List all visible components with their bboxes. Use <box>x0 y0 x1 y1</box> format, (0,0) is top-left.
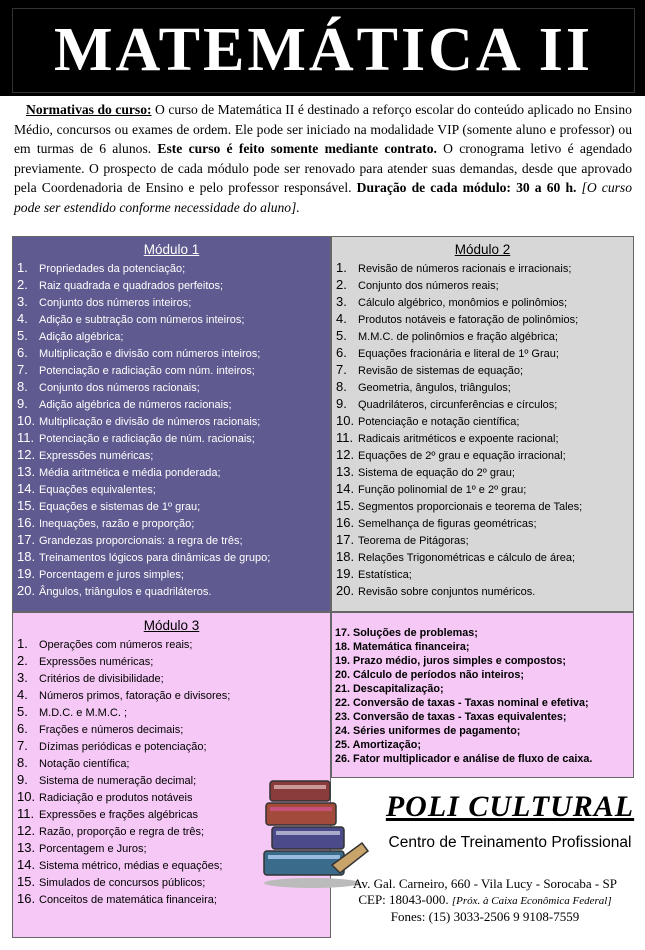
list-item <box>336 327 633 344</box>
list-item <box>335 724 633 738</box>
item-text: M.M.C. de polinômios e fração algébrica; <box>358 331 558 343</box>
modulo-1-list <box>13 259 330 599</box>
item-text: Porcentagem e Juros; <box>39 843 147 855</box>
item-number: 6. <box>336 345 347 360</box>
list-item <box>336 412 633 429</box>
item-text: Geometria, ângulos, triângulos; <box>358 382 511 394</box>
list-item <box>335 682 633 696</box>
item-text: Expressões e frações algébricas <box>39 809 198 821</box>
brand-name: POLI CULTURAL <box>385 790 635 823</box>
list-item <box>335 626 633 640</box>
item-text: M.D.C. e M.M.C. ; <box>39 707 127 719</box>
item-text: Expressões numéricas; <box>39 656 154 668</box>
item-text: Multiplicação e divisão de números racionais; <box>39 416 261 428</box>
item-text: Porcentagem e juros simples; <box>39 569 184 581</box>
list-item <box>17 686 330 703</box>
title-frame <box>12 8 635 93</box>
list-item <box>336 446 633 463</box>
item-text: Potenciação e radiciação com núm. inteiros; <box>39 365 255 377</box>
item-text: Conjunto dos números reais; <box>358 280 499 292</box>
item-number: 7. <box>17 738 28 753</box>
item-number: 8. <box>17 379 28 394</box>
list-item <box>17 344 330 361</box>
list-item <box>336 310 633 327</box>
item-number: 6. <box>17 721 28 736</box>
item-text: Equações de 2º grau e equação irracional; <box>358 450 566 462</box>
list-item <box>336 395 633 412</box>
list-item <box>335 738 633 752</box>
item-text: 21. Descapitalização; <box>335 683 444 695</box>
item-text: 26. Fator multiplicador e análise de fluxo de caixa. <box>335 753 593 765</box>
item-text: Produtos notáveis e fatoração de polinômios; <box>358 314 579 326</box>
list-item <box>335 710 633 724</box>
item-text: Revisão de sistemas de equação; <box>358 365 524 377</box>
modulo-2-list <box>332 259 633 599</box>
item-number: 11. <box>17 806 35 821</box>
item-number: 12. <box>336 447 355 462</box>
item-text: Potenciação e notação científica; <box>358 416 520 428</box>
list-item <box>17 276 330 293</box>
item-number: 14. <box>17 857 36 872</box>
item-text: Equações fracionária e literal de 1º Grau; <box>358 348 559 360</box>
list-item <box>17 327 330 344</box>
list-item <box>336 565 633 582</box>
intro-text-2: O cronograma letivo é agendado previamente. O prospecto de cada módulo pode ser renovado para atender suas demandas, desde que aprovado pela Coordenadoria de Ensino e pelo professor responsável. <box>14 141 632 196</box>
list-item <box>17 514 330 531</box>
item-number: 18. <box>17 549 36 564</box>
list-item <box>336 344 633 361</box>
item-text: Adição algébrica; <box>39 331 124 343</box>
cep-text: CEP: 18043-000. <box>358 892 452 907</box>
item-number: 14. <box>17 481 36 496</box>
modulo-3-continued-panel <box>331 612 634 778</box>
list-item <box>336 582 633 599</box>
item-text: 19. Prazo médio, juros simples e compostos; <box>335 655 566 667</box>
list-item <box>17 463 330 480</box>
item-number: 16. <box>17 891 36 906</box>
item-number: 3. <box>17 670 28 685</box>
cep-note: [Próx. à Caixa Econômica Federal] <box>451 895 612 907</box>
list-item <box>336 531 633 548</box>
list-item <box>335 696 633 710</box>
list-item <box>335 654 633 668</box>
item-number: 7. <box>17 362 28 377</box>
item-text: Ângulos, triângulos e quadriláteros. <box>39 586 212 598</box>
item-text: Propriedades da potenciação; <box>39 263 186 275</box>
list-item <box>17 890 330 907</box>
list-item <box>335 640 633 654</box>
item-number: 10. <box>17 789 36 804</box>
list-item <box>17 480 330 497</box>
title-banner <box>0 0 645 96</box>
extension-note: [O curso pode ser estendido conforme necessidade do aluno]. <box>14 180 632 215</box>
item-number: 5. <box>336 328 347 343</box>
list-item <box>17 361 330 378</box>
brand-subtitle: Centro de Treinamento Profissional <box>388 834 632 851</box>
list-item <box>17 429 330 446</box>
item-number: 14. <box>336 481 355 496</box>
list-item <box>336 463 633 480</box>
item-text: Conceitos de matemática financeira; <box>39 894 217 906</box>
item-text: Sistema de numeração decimal; <box>39 775 197 787</box>
item-number: 6. <box>17 345 28 360</box>
list-item <box>17 378 330 395</box>
item-text: 18. Matemática financeira; <box>335 641 470 653</box>
item-text: Cálculo algébrico, monômios e polinômios; <box>358 297 568 309</box>
list-item <box>336 497 633 514</box>
item-text: 22. Conversão de taxas - Taxas nominal e efetiva; <box>335 697 589 709</box>
list-item <box>17 652 330 669</box>
item-number: 15. <box>17 498 36 513</box>
item-number: 13. <box>336 464 355 479</box>
item-text: 25. Amortização; <box>335 739 422 751</box>
item-text: Função polinomial de 1º e 2º grau; <box>358 484 527 496</box>
item-text: Dízimas periódicas e potenciação; <box>39 741 207 753</box>
item-number: 13. <box>17 464 36 479</box>
item-number: 3. <box>17 294 28 309</box>
item-text: Relações Trigonométricas e cálculo de área; <box>358 552 576 564</box>
list-item <box>17 395 330 412</box>
item-number: 2. <box>336 277 347 292</box>
modulo-1-title: Módulo 1 <box>143 242 200 257</box>
phones-line: Fones: (15) 3033-2506 9 9108-7559 <box>390 909 580 924</box>
list-item <box>336 361 633 378</box>
list-item <box>17 669 330 686</box>
item-number: 16. <box>17 515 36 530</box>
item-text: Semelhança de figuras geométricas; <box>358 518 537 530</box>
item-number: 15. <box>17 874 36 889</box>
item-number: 3. <box>336 294 347 309</box>
duration-text: Duração de cada módulo: 30 a 60 h. <box>356 180 577 196</box>
item-number: 2. <box>17 653 28 668</box>
item-text: Sistema métrico, médias e equações; <box>39 860 223 872</box>
item-text: Conjunto dos números racionais; <box>39 382 200 394</box>
list-item <box>336 548 633 565</box>
item-text: Adição algébrica de números racionais; <box>39 399 232 411</box>
list-item <box>17 720 330 737</box>
item-number: 11. <box>336 430 354 445</box>
item-number: 17. <box>336 532 355 547</box>
item-text: Razão, proporção e regra de três; <box>39 826 205 838</box>
item-number: 2. <box>17 277 28 292</box>
contact-block <box>330 876 640 925</box>
contract-note: Este curso é feito somente mediante contrato. <box>157 141 437 157</box>
item-text: 23. Conversão de taxas - Taxas equivalentes; <box>335 711 567 723</box>
list-item <box>335 752 633 766</box>
brand-block <box>378 790 642 852</box>
item-number: 4. <box>17 311 28 326</box>
item-text: Frações e números decimais; <box>39 724 184 736</box>
item-text: Números primos, fatoração e divisores; <box>39 690 231 702</box>
item-text: Simulados de concursos públicos; <box>39 877 206 889</box>
item-number: 19. <box>17 566 36 581</box>
item-text: Operações com números reais; <box>39 639 193 651</box>
list-item <box>17 531 330 548</box>
list-item <box>336 514 633 531</box>
normativas-label: Normativas do curso: <box>26 102 152 117</box>
list-item <box>335 668 633 682</box>
page-title: MATEMÁTICA II <box>53 16 594 84</box>
list-item <box>17 446 330 463</box>
list-item <box>336 276 633 293</box>
item-number: 18. <box>336 549 355 564</box>
list-item <box>336 480 633 497</box>
item-text: Estatística; <box>358 569 412 581</box>
modulo-1-panel <box>12 236 331 612</box>
modulo-2-panel <box>331 236 634 612</box>
item-number: 17. <box>17 532 36 547</box>
cep-line <box>330 892 640 909</box>
item-number: 10. <box>17 413 36 428</box>
course-intro <box>14 100 632 218</box>
item-number: 8. <box>17 755 28 770</box>
item-text: Quadriláteros, circunferências e círculos; <box>358 399 558 411</box>
list-item <box>336 293 633 310</box>
list-item <box>336 429 633 446</box>
item-number: 19. <box>336 566 355 581</box>
item-number: 16. <box>336 515 355 530</box>
modulo-3-continued-list <box>332 613 633 766</box>
item-text: 24. Séries uniformes de pagamento; <box>335 725 521 737</box>
item-text: Multiplicação e divisão com números inteiros; <box>39 348 261 360</box>
address-line: Av. Gal. Carneiro, 660 - Vila Lucy - Sorocaba - SP <box>353 876 617 891</box>
item-text: Revisão sobre conjuntos numéricos. <box>358 586 536 598</box>
item-number: 1. <box>336 260 347 275</box>
list-item <box>17 259 330 276</box>
item-number: 1. <box>17 260 28 275</box>
intro-text-1: O curso de Matemática II é destinado a reforço escolar do conteúdo aplicado no Ensino Médio, concursos ou exames de ordem. Ele pode ser iniciado na modalidade VIP (somente aluno e professor) ou em turmas de 6 alunos. <box>14 102 632 157</box>
item-text: Grandezas proporcionais: a regra de três; <box>39 535 243 547</box>
list-item <box>17 754 330 771</box>
list-item <box>336 378 633 395</box>
item-number: 7. <box>336 362 347 377</box>
books-icon <box>262 773 372 891</box>
item-number: 5. <box>17 704 28 719</box>
item-text: Adição e subtração com números inteiros; <box>39 314 245 326</box>
item-number: 12. <box>17 823 36 838</box>
item-text: Radicais aritméticos e expoente racional; <box>358 433 559 445</box>
item-text: Potenciação e radiciação de núm. racionais; <box>39 433 255 445</box>
item-text: Sistema de equação do 2º grau; <box>358 467 515 479</box>
item-text: Revisão de números racionais e irracionais; <box>358 263 572 275</box>
item-text: Expressões numéricas; <box>39 450 154 462</box>
item-number: 10. <box>336 413 355 428</box>
modulo-2-title: Módulo 2 <box>454 242 511 257</box>
item-number: 8. <box>336 379 347 394</box>
item-number: 20. <box>17 583 36 598</box>
item-number: 9. <box>336 396 347 411</box>
list-item <box>17 582 330 599</box>
list-item <box>17 565 330 582</box>
item-number: 1. <box>17 636 28 651</box>
item-text: Equações e sistemas de 1º grau; <box>39 501 201 513</box>
list-item <box>17 635 330 652</box>
item-number: 15. <box>336 498 355 513</box>
item-text: Média aritmética e média ponderada; <box>39 467 221 479</box>
item-text: Conjunto dos números inteiros; <box>39 297 192 309</box>
list-item <box>17 497 330 514</box>
item-number: 12. <box>17 447 36 462</box>
item-text: 17. Soluções de problemas; <box>335 627 478 639</box>
item-text: Equações equivalentes; <box>39 484 156 496</box>
item-text: Notação científica; <box>39 758 130 770</box>
item-text: Critérios de divisibilidade; <box>39 673 164 685</box>
list-item <box>336 259 633 276</box>
item-text: Inequações, razão e proporção; <box>39 518 195 530</box>
item-text: Treinamentos lógicos para dinâmicas de grupo; <box>39 552 271 564</box>
item-number: 4. <box>336 311 347 326</box>
modulo-3-title: Módulo 3 <box>143 618 200 633</box>
item-number: 4. <box>17 687 28 702</box>
list-item <box>17 293 330 310</box>
item-text: Raiz quadrada e quadrados perfeitos; <box>39 280 224 292</box>
item-text: Teorema de Pitágoras; <box>358 535 469 547</box>
list-item <box>17 703 330 720</box>
item-number: 9. <box>17 396 28 411</box>
item-text: 20. Cálculo de períodos não inteiros; <box>335 669 524 681</box>
item-number: 13. <box>17 840 36 855</box>
list-item <box>17 737 330 754</box>
list-item <box>17 310 330 327</box>
item-number: 5. <box>17 328 28 343</box>
item-text: Segmentos proporcionais e teorema de Tales; <box>358 501 583 513</box>
list-item <box>17 412 330 429</box>
item-number: 9. <box>17 772 28 787</box>
item-number: 11. <box>17 430 35 445</box>
list-item <box>17 548 330 565</box>
item-number: 20. <box>336 583 355 598</box>
item-text: Radiciação e produtos notáveis <box>39 792 193 804</box>
